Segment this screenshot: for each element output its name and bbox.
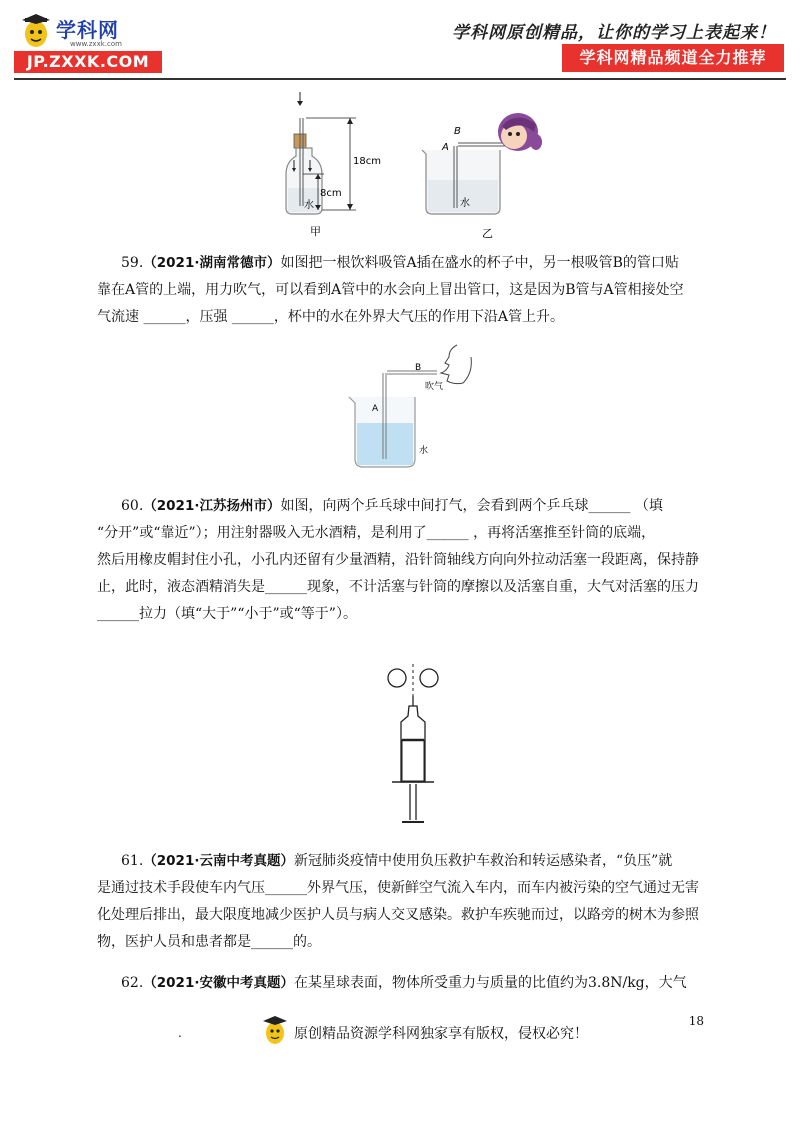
question-62-number: 62. — [121, 975, 144, 991]
question-61-line-3: 化处理后排出，最大限度地减少医护人员与病人交叉感染。救护车疾驰而过，以路旁的树木为参照 — [97, 907, 699, 923]
question-60-text-1: 如图，向两个乒乓球中间打气，会看到两个乒乓球______ （填 — [280, 498, 663, 514]
question-60-line-3: 然后用橡皮帽封住小孔，小孔内还留有少量酒精，沿针筒轴线方向向外拉动活塞一段距离，保持静 — [97, 552, 699, 568]
question-61-source: （2021·云南中考真题） — [143, 853, 294, 869]
label-blow-59: 吹气 — [425, 382, 444, 392]
figure-60-syringe — [378, 660, 448, 830]
question-62-text-1: 在某星球表面，物体所受重力与质量的比值约为3.8N/kg，大气 — [293, 975, 687, 991]
face-profile-icon — [441, 345, 471, 384]
header-banner: 学科网精品频道全力推荐 — [562, 44, 784, 72]
label-b-yi: B — [454, 126, 461, 137]
question-60-source: （2021·江苏扬州市） — [143, 498, 281, 514]
figure-59-beaker — [345, 343, 480, 471]
figure-jia-yi — [270, 88, 560, 243]
footer-dot: . — [178, 1026, 182, 1040]
question-61-number: 61. — [121, 853, 144, 869]
header-divider — [14, 78, 786, 80]
question-60-line-5: ______拉力（填“大于”“小于”或“等于”）。 — [97, 606, 357, 622]
question-59-line-3: 气流速 ______，压强 ______，杯中的水在外界大气压的作用下沿A管上升。 — [97, 309, 565, 325]
footer-copyright: 原创精品资源学科网独家享有版权，侵权必究！ — [294, 1026, 588, 1042]
question-59 — [97, 250, 709, 331]
site-logo — [14, 14, 164, 76]
question-61-text-1: 新冠肺炎疫情中使用负压救护车救治和转运感染者，“负压”就 — [293, 853, 673, 869]
question-62-line-1 — [97, 970, 709, 997]
logo-text: 学科网 — [56, 18, 119, 42]
footer-mascot-icon — [262, 1016, 288, 1046]
girl-icon — [498, 113, 542, 151]
question-62-source: （2021·安徽中考真题） — [143, 975, 294, 991]
water-label-yi: 水 — [460, 198, 470, 209]
question-59-number: 59. — [121, 255, 144, 271]
question-60-number: 60. — [121, 498, 144, 514]
label-b-59: B — [415, 363, 422, 373]
dimension-18cm: 18cm — [353, 156, 381, 167]
caption-yi: 乙 — [482, 227, 493, 240]
question-59-line-1 — [97, 250, 709, 277]
water-label-jia: 水 — [304, 200, 314, 211]
logo-domain: www.zxxk.com — [70, 40, 122, 48]
label-water-59: 水 — [419, 446, 429, 456]
question-60-line-1 — [97, 493, 709, 520]
label-a-yi: A — [442, 142, 449, 153]
question-59-text-1: 如图把一根饮料吸管A插在盛水的杯子中，另一根吸管B的管口贴 — [280, 255, 679, 271]
ping-pong-ball-left — [388, 669, 406, 687]
question-60-line-2: “分开”或“靠近”）；用注射器吸入无水酒精，是利用了______ ，再将活塞推至针筒的底端， — [97, 525, 656, 541]
question-62 — [97, 970, 709, 997]
question-60 — [97, 493, 709, 628]
label-a-59: A — [372, 404, 379, 414]
caption-jia: 甲 — [310, 225, 321, 238]
question-59-source: （2021·湖南常德市） — [143, 255, 281, 271]
mascot-icon — [18, 14, 54, 52]
page-number: 18 — [688, 1014, 704, 1028]
question-61-line-4: 物，医护人员和患者都是______的。 — [97, 934, 321, 950]
ping-pong-ball-right — [420, 669, 438, 687]
question-59-line-2: 靠在A管的上端，用力吹气，可以看到A管中的水会向上冒出管口，这是因为B管与A管相接处空 — [97, 282, 684, 298]
question-61-line-2: 是通过技术手段使车内气压______外界气压，使新鲜空气流入车内，而车内被污染的空气通过无害 — [97, 880, 699, 896]
header-slogan: 学科网原创精品，让你的学习上表起来！ — [452, 23, 776, 43]
question-60-line-4: 止，此时，液态酒精消失是______现象，不计活塞与针筒的摩擦以及活塞自重，大气对活塞的压力 — [97, 579, 699, 595]
question-61-line-1 — [97, 848, 709, 875]
dimension-8cm: 8cm — [320, 188, 342, 199]
logo-url-badge: JP.ZXXK.COM — [14, 51, 162, 73]
question-61 — [97, 848, 709, 956]
